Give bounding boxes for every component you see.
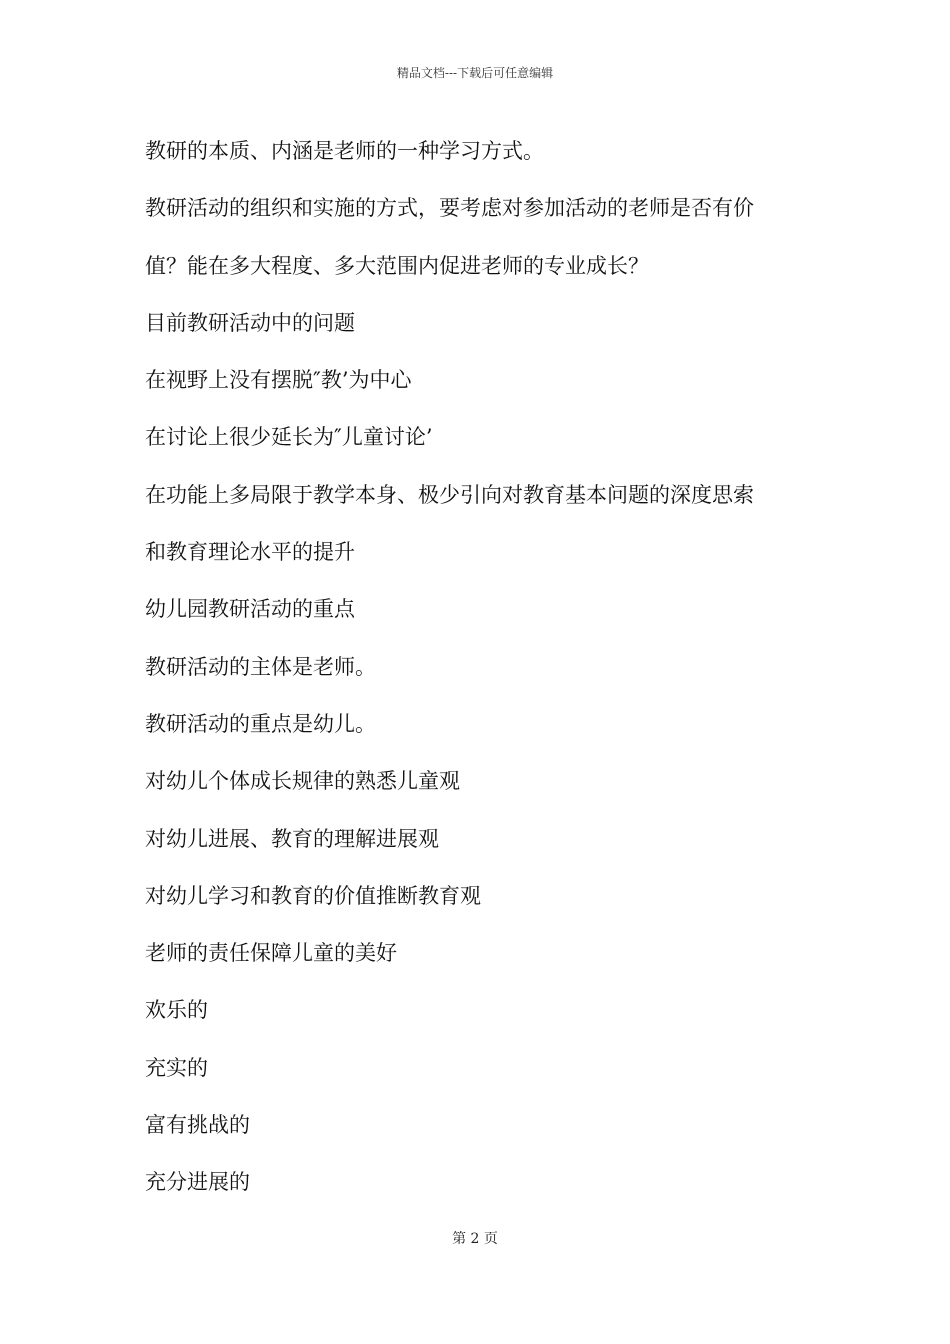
text-line: 在功能上多局限于教学本身、极少引向对教育基本问题的深度思索 [145, 482, 754, 507]
document-body [145, 130, 825, 1219]
page-number: 第 2 页 [452, 1231, 498, 1247]
text-line: 幼儿园教研活动的重点 [145, 597, 355, 622]
text-line: 和教育理论水平的提升 [145, 540, 355, 565]
text-line: 欢乐的 [145, 998, 208, 1023]
text-line: 值？能在多大程度、多大范围内促进老师的专业成长？ [145, 253, 649, 278]
text-line: 教研活动的组织和实施的方式，要考虑对参加活动的老师是否有价 [145, 196, 754, 221]
text-line: 充分进展的 [145, 1170, 250, 1195]
text-line: 老师的责任保障儿童的美好 [145, 941, 397, 966]
text-line: 对幼儿进展、教育的理解进展观 [145, 826, 439, 851]
text-line: 富有挑战的 [145, 1113, 250, 1138]
text-line: 充实的 [145, 1055, 208, 1080]
text-line: 在视野上没有摆脱″教’为中心 [145, 368, 412, 393]
text-line: 教研的本质、内涵是老师的一种学习方式。 [145, 139, 544, 163]
text-line: 目前教研活动中的问题 [145, 310, 355, 335]
text-line: 在讨论上很少延长为″儿童讨论’ [145, 425, 433, 450]
page-header: 精品文档---下载后可任意编辑 [396, 66, 554, 80]
text-line: 对幼儿学习和教育的价值推断教育观 [145, 883, 481, 908]
text-line: 对幼儿个体成长规律的熟悉儿童观 [145, 769, 460, 794]
text-line: 教研活动的重点是幼儿。 [145, 711, 376, 736]
text-line: 教研活动的主体是老师。 [145, 654, 376, 679]
